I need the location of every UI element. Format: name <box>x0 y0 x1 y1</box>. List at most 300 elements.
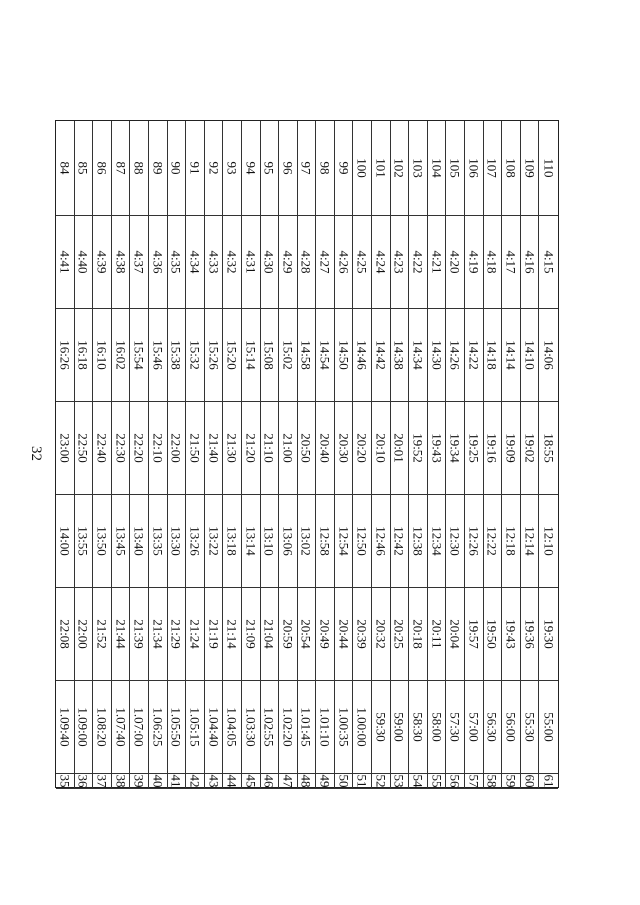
table-cell <box>391 774 410 789</box>
table-cell <box>465 216 484 309</box>
table-cell <box>316 309 335 402</box>
table-cell <box>391 121 410 216</box>
table-cell-text: 93 <box>224 161 240 175</box>
table-cell <box>130 495 149 588</box>
table-cell <box>409 309 428 402</box>
table-cell <box>205 216 224 309</box>
table-cell <box>316 588 335 681</box>
table-cell-text: 15:38 <box>168 340 184 370</box>
table-cell-text: 21:19 <box>206 619 222 649</box>
table-cell <box>428 309 447 402</box>
table-cell <box>353 681 372 774</box>
table-cell-text: 20:40 <box>317 433 333 463</box>
table-cell-text: 87 <box>113 161 129 175</box>
table-cell <box>279 121 298 216</box>
table-cell-text: 12:22 <box>484 526 500 556</box>
table-cell <box>484 121 503 216</box>
table-cell-text: 90 <box>168 161 184 175</box>
table-cell-text: 21:30 <box>224 433 240 463</box>
table-cell <box>335 588 354 681</box>
table-cell <box>484 495 503 588</box>
table-cell-text: 1.09:00 <box>75 707 91 747</box>
table-cell <box>223 681 242 774</box>
table-cell <box>335 402 354 495</box>
table-cell <box>391 588 410 681</box>
table-cell <box>335 495 354 588</box>
table-cell <box>446 681 465 774</box>
table-cell <box>186 309 205 402</box>
table-cell-text: 20:18 <box>410 619 426 649</box>
table-cell <box>168 121 187 216</box>
table-cell-text: 14:58 <box>298 340 314 370</box>
table-cell-text: 1.08:20 <box>94 707 110 747</box>
table-cell-text: 58:30 <box>410 712 426 742</box>
table-cell <box>223 588 242 681</box>
table-cell-text: 20:20 <box>354 433 370 463</box>
table-cell <box>298 402 317 495</box>
table-cell-text: 13:10 <box>261 526 277 556</box>
table-cell <box>353 588 372 681</box>
table-cell-text: 110 <box>541 158 557 178</box>
table-cell <box>446 402 465 495</box>
table-cell-text: 1.04:05 <box>224 707 240 747</box>
table-cell-text: 48 <box>298 774 314 788</box>
table-cell-text: 20:01 <box>391 433 407 463</box>
table-cell <box>502 495 521 588</box>
table-cell <box>223 495 242 588</box>
table-cell <box>353 774 372 789</box>
scoring-table <box>55 120 559 788</box>
table-cell <box>316 402 335 495</box>
table-cell-text: 57 <box>466 774 482 788</box>
table-cell <box>168 681 187 774</box>
table-cell-text: 4:15 <box>541 250 557 274</box>
table-cell-text: 12:18 <box>503 526 519 556</box>
table-cell-text: 4:17 <box>503 250 519 274</box>
table-cell-text: 12:58 <box>317 526 333 556</box>
table-cell <box>502 774 521 789</box>
table-cell-text: 56:00 <box>503 712 519 742</box>
table-cell-text: 19:57 <box>466 619 482 649</box>
table-cell <box>242 681 261 774</box>
table-cell-text: 19:34 <box>447 433 463 463</box>
table-cell <box>205 495 224 588</box>
table-cell <box>446 216 465 309</box>
table-cell-text: 54 <box>410 774 426 788</box>
table-cell <box>372 774 391 789</box>
table-cell-text: 22:00 <box>75 619 91 649</box>
table-cell <box>261 402 280 495</box>
table-cell <box>316 495 335 588</box>
table-cell-text: 4:24 <box>373 250 389 274</box>
table-cell-text: 20:10 <box>373 433 389 463</box>
table-cell <box>56 681 75 774</box>
table-cell-text: 46 <box>261 774 277 788</box>
table-cell-text: 13:35 <box>150 526 166 556</box>
table-cell <box>409 216 428 309</box>
table-cell-text: 13:45 <box>113 526 129 556</box>
table-cell <box>75 495 94 588</box>
page-number-text: 32 <box>27 445 44 461</box>
table-cell-text: 12:38 <box>410 526 426 556</box>
table-cell-text: 15:54 <box>131 340 147 370</box>
table-cell-text: 14:46 <box>354 340 370 370</box>
table-cell <box>279 216 298 309</box>
table-cell <box>409 774 428 789</box>
table-cell <box>409 495 428 588</box>
table-cell-text: 49 <box>317 774 333 788</box>
table-cell-text: 12:26 <box>466 526 482 556</box>
table-cell-text: 38 <box>113 774 129 788</box>
table-cell <box>335 309 354 402</box>
table-cell <box>391 495 410 588</box>
table-cell <box>205 309 224 402</box>
table-cell-text: 22:20 <box>131 433 147 463</box>
table-cell <box>93 495 112 588</box>
table-cell-text: 4:32 <box>224 250 240 274</box>
table-cell <box>539 309 558 402</box>
table-cell <box>149 588 168 681</box>
table-cell <box>279 588 298 681</box>
table-cell <box>242 402 261 495</box>
table-cell <box>465 588 484 681</box>
table-cell-text: 21:00 <box>280 433 296 463</box>
table-cell-text: 4:35 <box>168 250 184 274</box>
table-cell-text: 1.02:20 <box>280 707 296 747</box>
table-cell-text: 12:42 <box>391 526 407 556</box>
table-cell-text: 4:33 <box>206 250 222 274</box>
table-cell <box>130 216 149 309</box>
table-cell <box>391 216 410 309</box>
table-cell-text: 35 <box>57 774 73 788</box>
table-cell-text: 12:10 <box>541 526 557 556</box>
table-cell-text: 86 <box>94 161 110 175</box>
table-cell <box>168 588 187 681</box>
table-cell <box>409 121 428 216</box>
table-cell-text: 1.05:15 <box>187 707 203 747</box>
table-cell <box>56 309 75 402</box>
table-cell <box>372 588 391 681</box>
table-cell <box>335 121 354 216</box>
table-cell <box>186 121 205 216</box>
table-cell-text: 21:04 <box>261 619 277 649</box>
table-cell <box>56 588 75 681</box>
table-cell <box>149 121 168 216</box>
table-cell <box>93 121 112 216</box>
table-cell <box>502 216 521 309</box>
table-cell-text: 14:00 <box>57 526 73 556</box>
table-cell <box>298 216 317 309</box>
table-cell <box>372 495 391 588</box>
table-cell <box>465 495 484 588</box>
table-cell-text: 1.05:50 <box>168 707 184 747</box>
table-cell-text: 57:30 <box>447 712 463 742</box>
table-cell <box>409 402 428 495</box>
table-cell <box>502 121 521 216</box>
table-cell-text: 13:02 <box>298 526 314 556</box>
table-cell-text: 22:40 <box>94 433 110 463</box>
table-cell <box>205 681 224 774</box>
table-cell-text: 61 <box>541 774 557 788</box>
table-cell <box>298 121 317 216</box>
table-cell <box>75 216 94 309</box>
table-cell <box>75 774 94 789</box>
table-cell-text: 20:32 <box>373 619 389 649</box>
table-cell <box>539 216 558 309</box>
table-cell-text: 14:30 <box>429 340 445 370</box>
table-cell <box>521 681 540 774</box>
table-cell-text: 53 <box>391 774 407 788</box>
table-cell-text: 21:34 <box>150 619 166 649</box>
table-cell-text: 107 <box>484 158 500 178</box>
table-cell <box>130 402 149 495</box>
table-cell-text: 102 <box>391 158 407 178</box>
table-cell <box>149 681 168 774</box>
table-cell-text: 16:26 <box>57 340 73 370</box>
table-cell <box>279 309 298 402</box>
table-cell <box>539 681 558 774</box>
table-cell-text: 4:30 <box>261 250 277 274</box>
table-cell-text: 14:34 <box>410 340 426 370</box>
table-cell-text: 4:39 <box>94 250 110 274</box>
table-cell-text: 14:18 <box>484 340 500 370</box>
table-cell <box>149 309 168 402</box>
table-cell-text: 14:10 <box>522 340 538 370</box>
table-cell-text: 16:18 <box>75 340 91 370</box>
table-cell-text: 94 <box>243 161 259 175</box>
table-cell-text: 21:09 <box>243 619 259 649</box>
table-cell-text: 56 <box>447 774 463 788</box>
table-cell-text: 4:41 <box>57 250 73 274</box>
table-cell-text: 96 <box>280 161 296 175</box>
table-cell <box>279 495 298 588</box>
table-cell-text: 12:46 <box>373 526 389 556</box>
table-cell <box>446 774 465 789</box>
table-cell <box>112 121 131 216</box>
table-cell-text: 19:52 <box>410 433 426 463</box>
table-cell-text: 95 <box>261 161 277 175</box>
table-cell <box>112 774 131 789</box>
table-cell <box>130 121 149 216</box>
table-cell <box>261 774 280 789</box>
table-cell-text: 21:10 <box>261 433 277 463</box>
table-cell-text: 1.01:10 <box>317 707 333 747</box>
table-cell <box>484 402 503 495</box>
table-cell-text: 99 <box>336 161 352 175</box>
table-cell <box>428 495 447 588</box>
table-cell <box>502 588 521 681</box>
table-cell-text: 4:21 <box>429 250 445 274</box>
table-cell <box>521 216 540 309</box>
table-cell <box>205 402 224 495</box>
table-cell-text: 1.01:45 <box>298 707 314 747</box>
table-cell-text: 14:42 <box>373 340 389 370</box>
table-cell-text: 1.06:25 <box>150 707 166 747</box>
table-cell-text: 15:14 <box>243 340 259 370</box>
table-cell <box>521 402 540 495</box>
table-cell-text: 21:29 <box>168 619 184 649</box>
table-cell <box>316 774 335 789</box>
table-cell-text: 89 <box>150 161 166 175</box>
table-cell-text: 19:30 <box>541 619 557 649</box>
table-cell <box>298 309 317 402</box>
table-cell <box>112 309 131 402</box>
table-cell-text: 15:32 <box>187 340 203 370</box>
table-cell <box>75 402 94 495</box>
table-cell <box>521 495 540 588</box>
table-cell-text: 92 <box>206 161 222 175</box>
table-cell <box>261 495 280 588</box>
table-cell-text: 52 <box>373 774 389 788</box>
table-cell-text: 23:00 <box>57 433 73 463</box>
table-cell <box>149 774 168 789</box>
table-cell <box>428 402 447 495</box>
table-cell-text: 45 <box>243 774 259 788</box>
table-cell <box>316 121 335 216</box>
table-cell <box>279 681 298 774</box>
table-cell-text: 4:25 <box>354 250 370 274</box>
table-cell-text: 21:40 <box>206 433 222 463</box>
table-cell <box>484 774 503 789</box>
table-cell <box>149 495 168 588</box>
table-cell-text: 106 <box>466 158 482 178</box>
table-cell <box>539 121 558 216</box>
table-cell <box>521 774 540 789</box>
table-cell <box>93 681 112 774</box>
table-cell <box>223 402 242 495</box>
table-cell-text: 13:06 <box>280 526 296 556</box>
table-cell-text: 57:00 <box>466 712 482 742</box>
table-cell <box>261 121 280 216</box>
table-cell-text: 21:50 <box>187 433 203 463</box>
table-cell-text: 100 <box>354 158 370 178</box>
table-cell-text: 44 <box>224 774 240 788</box>
table-cell <box>186 495 205 588</box>
table-cell-text: 14:54 <box>317 340 333 370</box>
table-cell-text: 1.02:55 <box>261 707 277 747</box>
table-cell <box>168 216 187 309</box>
table-cell <box>56 121 75 216</box>
table-cell-text: 21:52 <box>94 619 110 649</box>
table-cell-text: 1.00:35 <box>336 707 352 747</box>
table-cell <box>205 774 224 789</box>
table-cell <box>242 309 261 402</box>
table-cell-text: 19:09 <box>503 433 519 463</box>
table-cell <box>56 216 75 309</box>
table-cell <box>93 216 112 309</box>
table-cell <box>335 774 354 789</box>
table-cell <box>75 681 94 774</box>
table-cell-text: 37 <box>94 774 110 788</box>
table-cell <box>465 681 484 774</box>
table-cell-text: 4:36 <box>150 250 166 274</box>
table-cell-text: 13:55 <box>75 526 91 556</box>
table-cell-text: 1.07:00 <box>131 707 147 747</box>
table-cell <box>539 588 558 681</box>
table-cell <box>186 774 205 789</box>
table-cell-text: 59:30 <box>373 712 389 742</box>
table-cell <box>539 774 558 789</box>
table-cell <box>335 681 354 774</box>
table-cell-text: 14:06 <box>541 340 557 370</box>
table-cell <box>186 216 205 309</box>
table-cell-text: 88 <box>131 161 147 175</box>
table-cell-text: 22:08 <box>57 619 73 649</box>
table-cell <box>521 309 540 402</box>
table-cell <box>112 495 131 588</box>
table-cell-text: 58:00 <box>429 712 445 742</box>
table-cell <box>130 681 149 774</box>
table-cell <box>539 402 558 495</box>
table-cell-text: 98 <box>317 161 333 175</box>
table-cell-text: 104 <box>429 158 445 178</box>
table-cell-text: 4:28 <box>298 250 314 274</box>
table-cell <box>502 402 521 495</box>
table-cell <box>205 121 224 216</box>
table-cell <box>168 495 187 588</box>
table-cell <box>465 774 484 789</box>
table-cell-text: 20:30 <box>336 433 352 463</box>
table-cell <box>279 402 298 495</box>
table-cell <box>446 495 465 588</box>
table-cell-text: 41 <box>168 774 184 788</box>
table-cell-text: 15:02 <box>280 340 296 370</box>
table-cell-text: 50 <box>336 774 352 788</box>
table-cell-text: 15:26 <box>206 340 222 370</box>
table-cell <box>446 309 465 402</box>
table-cell <box>316 681 335 774</box>
table-cell-text: 59 <box>503 774 519 788</box>
table-cell <box>261 681 280 774</box>
table-cell <box>242 216 261 309</box>
table-cell <box>112 216 131 309</box>
table-cell-text: 20:49 <box>317 619 333 649</box>
table-cell-text: 4:26 <box>336 250 352 274</box>
table-cell-text: 19:43 <box>429 433 445 463</box>
table-cell-text: 14:26 <box>447 340 463 370</box>
table-cell <box>353 216 372 309</box>
table-cell-text: 22:10 <box>150 433 166 463</box>
table-cell <box>391 681 410 774</box>
table-cell-text: 20:59 <box>280 619 296 649</box>
table-cell <box>168 402 187 495</box>
table-cell-text: 105 <box>447 158 463 178</box>
table-cell <box>298 774 317 789</box>
table-cell <box>465 121 484 216</box>
table-cell-text: 4:20 <box>447 250 463 274</box>
table-cell-text: 4:37 <box>131 250 147 274</box>
table-cell <box>298 681 317 774</box>
table-cell-text: 21:20 <box>243 433 259 463</box>
table-cell <box>149 216 168 309</box>
table-cell <box>93 774 112 789</box>
table-cell <box>242 774 261 789</box>
table-cell-text: 4:18 <box>484 250 500 274</box>
table-cell-text: 51 <box>354 774 370 788</box>
table-cell <box>261 216 280 309</box>
page-number <box>27 438 43 468</box>
table-cell-text: 1.00:00 <box>354 707 370 747</box>
table-cell-text: 14:38 <box>391 340 407 370</box>
table-cell-text: 1.09:40 <box>57 707 73 747</box>
table-cell-text: 4:23 <box>391 250 407 274</box>
table-cell-text: 13:18 <box>224 526 240 556</box>
table-cell <box>484 309 503 402</box>
table-cell-text: 4:16 <box>522 250 538 274</box>
table-cell-text: 13:22 <box>206 526 222 556</box>
table-cell <box>130 774 149 789</box>
table-cell-text: 15:46 <box>150 340 166 370</box>
